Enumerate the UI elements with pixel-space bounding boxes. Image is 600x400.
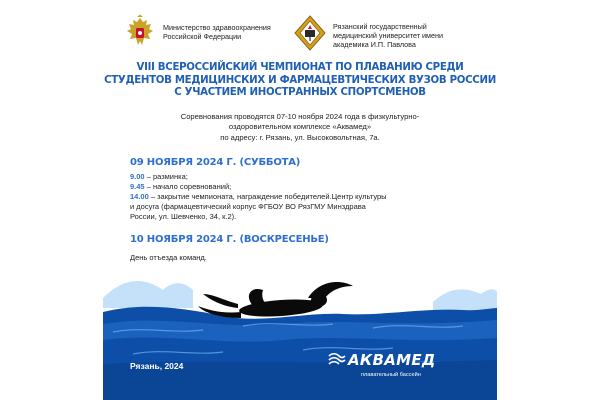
schedule-time: 9.45 [130,182,145,191]
schedule-item [130,172,387,182]
akvamed-brand [328,348,468,384]
day-heading-sunday: 10 НОЯБРЯ 2024 Г. (ВОСКРЕСЕНЬЕ) [130,234,329,245]
intro-line: по адресу: г. Рязань, ул. Высоковольтная, 7а. [220,132,380,142]
brand-name: АКВАМЕД [348,351,436,369]
day-heading-saturday: 09 НОЯБРЯ 2024 Г. (СУББОТА) [130,157,301,168]
schedule-item [130,192,387,222]
schedule-text: – закрытие чемпионата, награждение победителей.Центр культуры [148,192,387,201]
city-year: Рязань, 2024 [130,361,184,371]
schedule-text-continued: России, ул. Шевченко, 34, к.2). [130,212,237,221]
intro-line: оздоровительном комплексе «Аквамед» [228,122,372,132]
schedule-item [130,182,387,192]
schedule-text-continued: и досуга (фармацевтический корпус ФГБОУ ВО РязГМУ Минздрава [130,202,366,211]
intro-line: Соревнования проводятся 07-10 ноября 2024 года в физкультурно- [180,112,420,121]
ministry-name [163,23,271,41]
departure-note: День отъезда команд. [130,253,207,262]
akvamed-wave-icon [328,352,346,366]
university-name-line: Рязанский государственный [333,22,427,31]
swimmer-silhouette-icon [198,282,353,319]
university-name [333,22,443,49]
title-line: VIII ВСЕРОССИЙСКИЙ ЧЕМПИОНАТ ПО ПЛАВАНИЮ СРЕДИ [136,62,464,73]
schedule-list [130,172,387,222]
schedule-time: 14.00 [130,192,149,201]
title-line: СТУДЕНТОВ МЕДИЦИНСКИХ И ФАРМАЦЕВТИЧЕСКИХ ВУЗОВ РОССИИ [104,74,496,86]
ministry-block [123,14,271,52]
title-line: С УЧАСТИЕМ ИНОСТРАННЫХ СПОРТСМЕНОВ [174,87,426,99]
schedule-time: 9.00 [130,172,145,181]
intro-text [103,112,497,143]
university-crest-icon [293,14,327,52]
poster [103,0,497,400]
university-name-line: медицинский университет имени [333,31,443,40]
schedule-text: – начало соревнований; [144,182,232,191]
schedule-text: – разминка; [144,172,188,181]
university-name-line: академика И.П. Павлова [333,40,416,49]
ministry-name-line: Российской Федерации [163,32,242,41]
university-block [293,14,443,52]
brand-subtitle: плавательный бассейн [361,372,421,378]
ministry-name-line: Министерство здравоохранения [163,23,271,32]
championship-title [103,62,497,100]
russian-coat-of-arms-icon [123,14,157,52]
